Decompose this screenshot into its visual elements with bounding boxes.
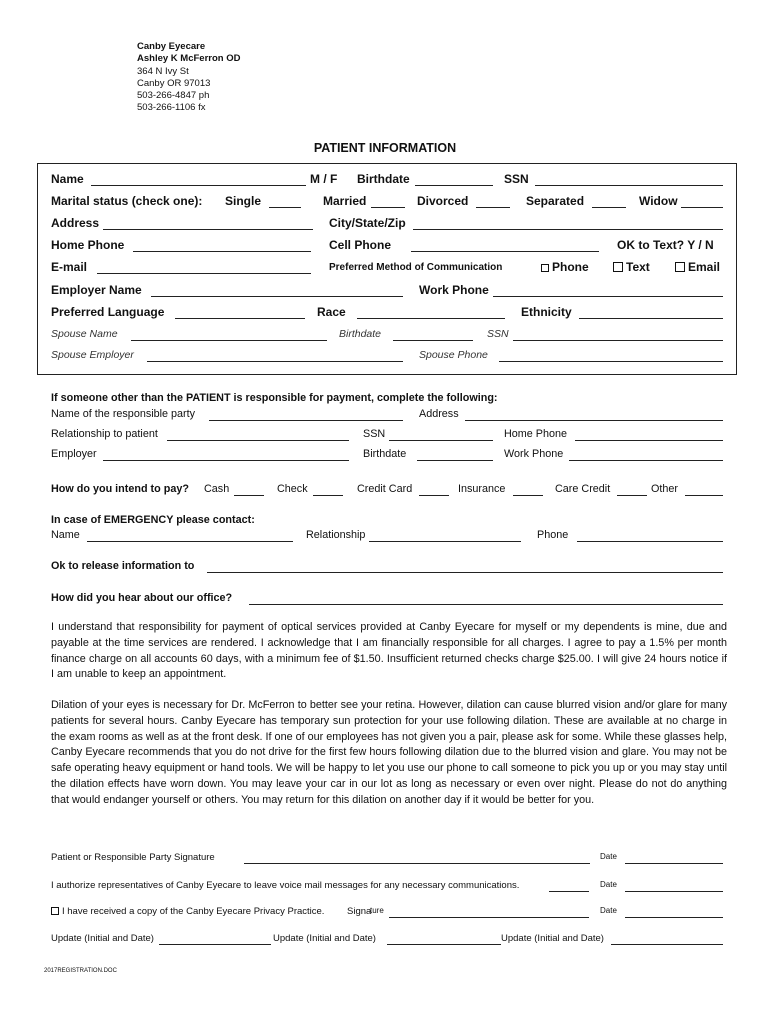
work-phone-field[interactable] xyxy=(493,296,723,297)
work-phone-label: Work Phone xyxy=(419,283,489,297)
checkbox-icon xyxy=(613,262,623,272)
widow-label: Widow xyxy=(639,194,678,208)
cash-field[interactable] xyxy=(234,495,264,496)
responsible-ssn-field[interactable] xyxy=(389,440,493,441)
practice-header xyxy=(137,41,240,115)
referral-label: How did you hear about our office? xyxy=(51,592,233,604)
payment-question: How do you intend to pay? xyxy=(51,483,189,495)
checkbox-icon xyxy=(51,907,59,915)
date-field[interactable] xyxy=(625,917,723,918)
city-state-zip-label: City/State/Zip xyxy=(329,216,406,230)
ethnicity-field[interactable] xyxy=(579,318,723,319)
name-field[interactable] xyxy=(91,185,306,186)
city-address: Canby OR 97013 xyxy=(137,77,211,89)
other-field[interactable] xyxy=(685,495,723,496)
authorize-label: I authorize representatives of Canby Eyecare to leave voice mail messages for any necessary communications. xyxy=(51,880,520,891)
address-label: Address xyxy=(51,216,100,230)
employer-name-field[interactable] xyxy=(151,296,403,297)
responsible-home-phone-label: Home Phone xyxy=(504,428,568,440)
page-title: PATIENT INFORMATION xyxy=(313,141,457,155)
signature-label: Patient or Responsible Party Signature xyxy=(51,852,215,863)
spouse-employer-field[interactable] xyxy=(147,361,403,362)
release-field[interactable] xyxy=(207,572,723,573)
race-field[interactable] xyxy=(357,318,505,319)
relationship-field[interactable] xyxy=(167,440,349,441)
responsible-work-phone-label: Work Phone xyxy=(504,448,564,460)
care-credit-field[interactable] xyxy=(617,495,647,496)
emergency-heading: In case of EMERGENCY please contact: xyxy=(51,514,255,526)
date-field[interactable] xyxy=(625,891,723,892)
spouse-name-field[interactable] xyxy=(131,340,327,341)
race-label: Race xyxy=(317,305,346,319)
home-phone-label: Home Phone xyxy=(51,238,125,252)
fax-number: 503-266-1106 fx xyxy=(137,102,206,114)
care-credit-label: Care Credit xyxy=(555,483,611,495)
spouse-name-label: Spouse Name xyxy=(51,328,118,340)
responsible-employer-label: Employer xyxy=(51,448,97,460)
privacy-label: I have received a copy of the Canby Eyecare Privacy Practice. xyxy=(62,906,325,917)
divorced-field[interactable] xyxy=(476,207,510,208)
responsible-birthdate-label: Birthdate xyxy=(363,448,407,460)
dilation-paragraph: Dilation of your eyes is necessary for Dr. McFerron to better see your retina. However, dilation can cause blurred vision and/or glare for many patients for several hours. Canby Eyecare has temporary sun protection for your use following dilation. These are available at no charge in the exam rooms as well as at the front desk. If one of our employees has not given you a pair, please ask for some. While these glasses help, Canby Eyecare recommends that you do not drive for the first few hours following dilation due to the blurred vision and glare. You may not be safe operating heavy equipment or hand tools. We will be happy to let you use our phone to call someone to pick you up or you may stay until the dilation effects have worn down. You may leave your car in our lot as long as necessary or even over night. Please do not do anything that would endanger yourself or others. You may return for this dilation on another day if it would be better for you. xyxy=(51,699,727,806)
ethnicity-label: Ethnicity xyxy=(521,305,572,319)
emergency-phone-field[interactable] xyxy=(577,541,723,542)
employer-name-label: Employer Name xyxy=(51,283,142,297)
option-phone[interactable]: Phone xyxy=(541,260,589,274)
authorize-field[interactable] xyxy=(549,891,589,892)
email-field[interactable] xyxy=(97,273,311,274)
ok-to-text-label: OK to Text? Y / N xyxy=(617,238,714,252)
update-field-3[interactable] xyxy=(611,944,723,945)
preferred-language-field[interactable] xyxy=(175,318,305,319)
birthdate-label: Birthdate xyxy=(357,172,410,186)
insurance-field[interactable] xyxy=(513,495,543,496)
sex-label: M / F xyxy=(310,172,338,186)
responsible-heading: If someone other than the PATIENT is responsible for payment, complete the following: xyxy=(51,392,498,404)
cell-phone-field[interactable] xyxy=(411,251,599,252)
ssn-field[interactable] xyxy=(535,185,723,186)
emergency-name-label: Name xyxy=(51,529,80,541)
spouse-phone-label: Spouse Phone xyxy=(419,349,488,361)
footer-filename: 2017REGISTRATION.DOC xyxy=(44,968,117,974)
responsible-work-phone-field[interactable] xyxy=(569,460,723,461)
date-label: Date xyxy=(600,880,617,889)
date-label: Date xyxy=(600,906,617,915)
responsible-birthdate-field[interactable] xyxy=(417,460,493,461)
spouse-phone-field[interactable] xyxy=(499,361,723,362)
spouse-ssn-field[interactable] xyxy=(513,340,723,341)
birthdate-field[interactable] xyxy=(415,185,493,186)
responsible-name-field[interactable] xyxy=(209,420,403,421)
option-email[interactable]: Email xyxy=(675,260,720,274)
update-label-3: Update (Initial and Date) xyxy=(501,933,604,944)
emergency-name-field[interactable] xyxy=(87,541,293,542)
widow-field[interactable] xyxy=(681,207,723,208)
spouse-ssn-label: SSN xyxy=(487,328,509,340)
practice-name: Canby Eyecare xyxy=(137,41,206,52)
single-field[interactable] xyxy=(269,207,301,208)
check-label: Check xyxy=(277,483,308,495)
update-field-1[interactable] xyxy=(159,944,271,945)
ssn-label: SSN xyxy=(504,172,529,186)
credit-card-field[interactable] xyxy=(419,495,449,496)
responsible-home-phone-field[interactable] xyxy=(575,440,723,441)
update-label-1: Update (Initial and Date) xyxy=(51,933,154,944)
single-label: Single xyxy=(225,194,262,208)
signature-label-suffix: ture xyxy=(370,906,384,915)
responsible-address-field[interactable] xyxy=(465,420,723,421)
checkbox-icon xyxy=(675,262,685,272)
preferred-language-label: Preferred Language xyxy=(51,305,165,319)
emergency-phone-label: Phone xyxy=(537,529,569,541)
married-label: Married xyxy=(323,194,367,208)
check-field[interactable] xyxy=(313,495,343,496)
option-text[interactable]: Text xyxy=(613,260,650,274)
email-label: E-mail xyxy=(51,260,88,274)
responsible-employer-field[interactable] xyxy=(103,460,349,461)
responsible-address-label: Address xyxy=(419,408,459,420)
date-label: Date xyxy=(600,852,617,861)
city-state-zip-field[interactable] xyxy=(413,229,723,230)
cell-phone-label: Cell Phone xyxy=(329,238,392,252)
signature-field[interactable] xyxy=(244,863,590,864)
preferred-method-label: Preferred Method of Communication xyxy=(329,262,503,273)
name-label: Name xyxy=(51,172,84,186)
phone-number: 503-266-4847 ph xyxy=(137,90,210,102)
signature-label: Signa xyxy=(347,906,372,917)
spouse-employer-label: Spouse Employer xyxy=(51,349,134,361)
financial-policy-paragraph: I understand that responsibility for payment of optical services provided at Canby Eyecare for myself or my dependents is mine, due and payable at the time services are rendered. I acknowledge that I am financially responsible for all charges. I agree to pay a 1.5% per month finance charge on all accounts 60 days, with a minimum fee of $1.50. Insufficient returned checks charge $25.00. I will give 24 hours notice if I am unable to keep an appointment. xyxy=(51,621,727,681)
insurance-label: Insurance xyxy=(458,483,506,495)
credit-card-label: Credit Card xyxy=(357,483,413,495)
spouse-birthdate-label: Birthdate xyxy=(339,328,382,340)
home-phone-field[interactable] xyxy=(133,251,311,252)
update-label-2: Update (Initial and Date) xyxy=(273,933,376,944)
marital-label: Marital status (check one): xyxy=(51,194,203,208)
date-field[interactable] xyxy=(625,863,723,864)
address-field[interactable] xyxy=(103,229,313,230)
separated-label: Separated xyxy=(526,194,585,208)
street-address: 364 N Ivy St xyxy=(137,65,189,77)
update-field-2[interactable] xyxy=(387,944,501,945)
privacy-signature-field[interactable] xyxy=(389,917,589,918)
checkbox-icon xyxy=(541,264,549,272)
referral-field[interactable] xyxy=(249,604,723,605)
cash-label: Cash xyxy=(204,483,230,495)
privacy-checkbox[interactable] xyxy=(51,906,62,917)
other-label: Other xyxy=(651,483,679,495)
doctor-name: Ashley K McFerron OD xyxy=(137,53,241,65)
separated-field[interactable] xyxy=(592,207,626,208)
relationship-label: Relationship to patient xyxy=(51,428,158,440)
married-field[interactable] xyxy=(371,207,405,208)
emergency-relationship-label: Relationship xyxy=(306,529,366,541)
responsible-name-label: Name of the responsible party xyxy=(51,408,196,420)
spouse-birthdate-field[interactable] xyxy=(393,340,473,341)
release-label: Ok to release information to xyxy=(51,560,195,572)
divorced-label: Divorced xyxy=(417,194,469,208)
emergency-relationship-field[interactable] xyxy=(369,541,521,542)
responsible-ssn-label: SSN xyxy=(363,428,386,440)
